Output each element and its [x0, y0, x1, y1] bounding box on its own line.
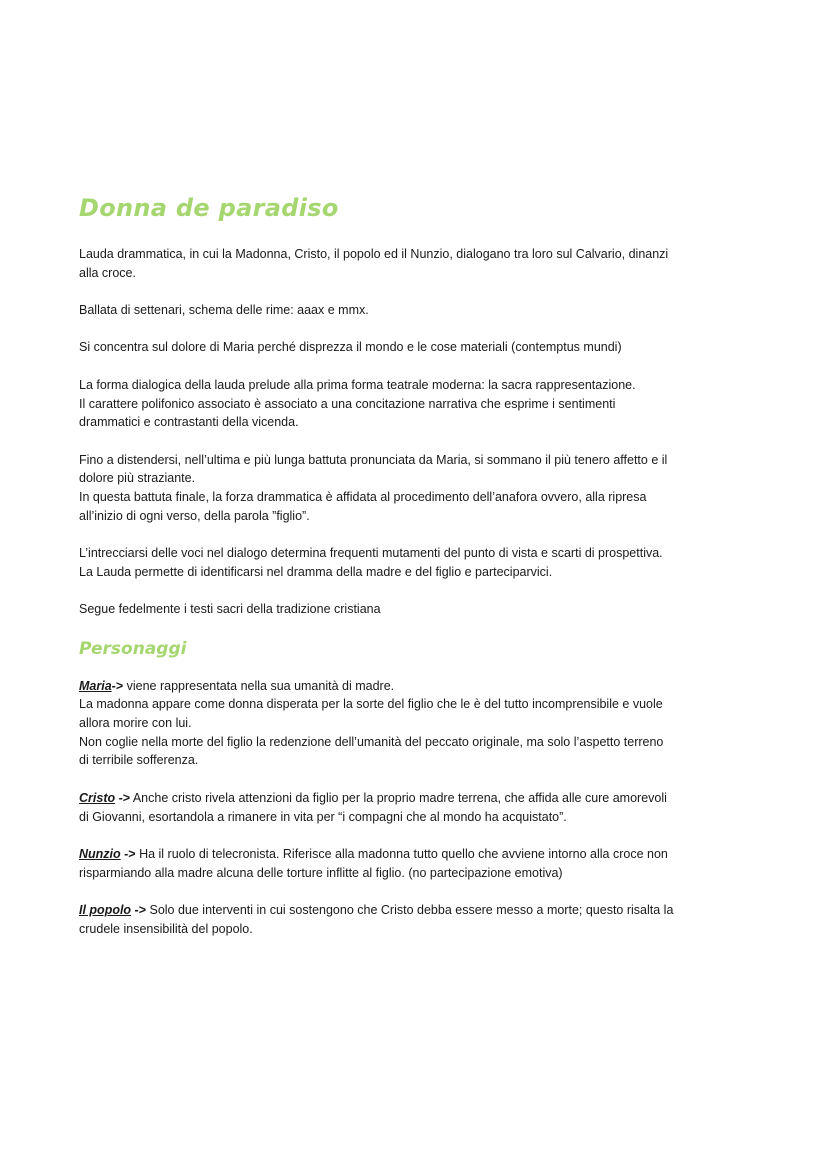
text-line: dolore più straziante.: [79, 471, 196, 486]
arrow-marker: ->: [115, 790, 131, 805]
character-name: Cristo: [79, 790, 116, 805]
text-line: di Giovanni, esortandola a rimanere in vita per “i compagni che al mondo ha acquistato”.: [79, 809, 567, 824]
text-line: Lauda drammatica, in cui la Madonna, Cristo, il popolo ed il Nunzio, dialogano tra loro sul Calvario, dinanzi: [79, 247, 669, 261]
character-description: viene rappresentata nella sua umanità di madre.: [123, 678, 395, 693]
text-line: In questa battuta finale, la forza drammatica è affidata al procedimento dell’anafora ovvero, alla ripresa: [79, 490, 647, 505]
text-line: La madonna appare come donna disperata per la sorte del figlio che le è del tutto incomprensibile e vuole: [79, 697, 663, 712]
page-title: Donna de paradiso: [79, 194, 339, 222]
characters-heading: Personaggi: [79, 638, 187, 659]
character-paragraph: [79, 677, 759, 771]
text-line: di terribile sofferenza.: [79, 753, 199, 768]
intro-paragraph: [79, 544, 759, 581]
text-line: Ballata di settenari, schema delle rime: aaax e mmx.: [79, 303, 369, 318]
character-first-line: [79, 901, 759, 920]
character-first-line: [79, 789, 759, 808]
document-content: [79, 192, 759, 957]
character-first-line: [79, 845, 759, 864]
intro-paragraph: [79, 245, 759, 282]
text-line: Fino a distendersi, nell’ultima e più lunga battuta pronunciata da Maria, si sommano il più tenero affetto e il: [79, 452, 668, 467]
character-first-line: [79, 677, 759, 696]
character-name: Nunzio: [79, 846, 121, 861]
intro-paragraph: [79, 338, 759, 357]
text-line: La forma dialogica della lauda prelude alla prima forma teatrale moderna: la sacra rappresentazione.: [79, 377, 636, 392]
character-name: Il popolo: [79, 903, 132, 918]
character-name: Maria: [79, 678, 112, 693]
arrow-marker: ->: [120, 846, 136, 861]
text-line: Segue fedelmente i testi sacri della tradizione cristiana: [79, 602, 381, 617]
intro-paragraph: [79, 376, 759, 432]
text-line: Non coglie nella morte del figlio la redenzione dell’umanità del peccato originale, ma solo l’aspetto terreno: [79, 734, 664, 749]
character-description: Solo due interventi in cui sostengono che Cristo debba essere messo a morte; questo risalta la: [146, 903, 674, 918]
character-paragraph: [79, 845, 759, 882]
intro-paragraph: [79, 451, 759, 526]
arrow-marker: ->: [131, 903, 147, 918]
intro-section: [79, 245, 759, 619]
intro-paragraph: [79, 600, 759, 619]
text-line: drammatici e contrastanti della vicenda.: [79, 415, 299, 430]
intro-paragraph: [79, 301, 759, 320]
character-description: Ha il ruolo di telecronista. Riferisce alla madonna tutto quello che avviene intorno alla croce non: [135, 846, 668, 861]
text-line: L’intrecciarsi delle voci nel dialogo determina frequenti mutamenti del punto di vista e scarti di prospettiva.: [79, 546, 663, 561]
text-line: Il carattere polifonico associato è associato a una concitazione narrativa che esprime i sentimenti: [79, 396, 616, 411]
text-line: La Lauda permette di identificarsi nel dramma della madre e del figlio e parteciparvici.: [79, 564, 553, 579]
text-line: alla croce.: [79, 265, 136, 280]
text-line: risparmiando alla madre alcuna delle torture inflitte al figlio. (no partecipazione emotiva): [79, 865, 563, 880]
character-paragraph: [79, 901, 759, 938]
text-line: all’inizio di ogni verso, della parola ”figlio”.: [79, 508, 310, 523]
text-line: Si concentra sul dolore di Maria perché disprezza il mondo e le cose materiali (contemptus mundi): [79, 340, 622, 355]
arrow-marker: ->: [111, 678, 124, 693]
text-line: crudele insensibilità del popolo.: [79, 921, 253, 936]
characters-section: [79, 677, 759, 939]
character-description: Anche cristo rivela attenzioni da figlio per la proprio madre terrena, che affida alle cure amorevoli: [130, 790, 667, 805]
text-line: allora morire con lui.: [79, 716, 192, 731]
character-paragraph: [79, 789, 759, 826]
